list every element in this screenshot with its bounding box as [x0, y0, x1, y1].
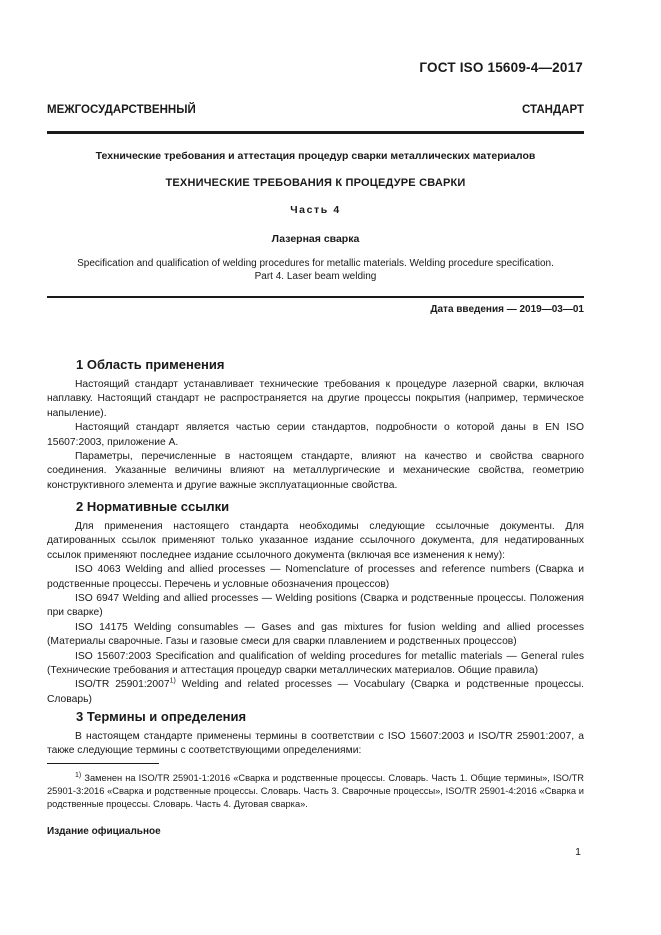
part-title: Часть 4 — [290, 204, 341, 216]
section-2-heading: 2 Нормативные ссылки — [76, 499, 230, 514]
section-3-heading: 3 Термины и определения — [76, 709, 247, 724]
english-title-line1: Specification and qualification of welding procedures for metallic materials. Welding procedure specification. — [77, 258, 554, 269]
paragraph: В настоящем стандарте применены термины в соответствии с ISO 15607:2003 и ISO/TR 25901:2007, а также следующие термины с соответствующими определениями: — [47, 731, 584, 757]
section-2-body — [47, 520, 584, 707]
header-rule — [47, 131, 584, 134]
edition-label: Издание официальное — [47, 826, 161, 837]
general-title: Технические требования и аттестация процедур сварки металлических материалов — [95, 150, 536, 162]
english-title-line2: Part 4. Laser beam welding — [254, 271, 377, 282]
reference-item: ISO 15607:2003 Specification and qualification of welding procedures for metallic materials — General rules (Технические требования и аттестация процедур сварки металлических материалов. Общие правила) — [47, 650, 584, 677]
reference-item: ISO 14175 Welding consumables — Gases and gas mixtures for fusion welding and allied processes (Материалы сварочные. Газы и газовые смеси для сварки плавлением и родственных процессов) — [47, 621, 584, 648]
title-rule — [47, 296, 584, 298]
reference-lead: ISO/TR 25901:2007 — [75, 679, 170, 691]
paragraph: Для применения настоящего стандарта необходимы следующие ссылочные документы. Для датированных ссылок применяют только указанное издание ссылочного документа, для недатированных ссылок применяют последнее издание ссылочного документа (включая все изменения к нему): — [47, 521, 584, 561]
standard-banner: МЕЖГОСУДАРСТВЕННЫЙ СТАНДАРТ — [47, 104, 584, 116]
main-title: ТЕХНИЧЕСКИЕ ТРЕБОВАНИЯ К ПРОЦЕДУРЕ СВАРКИ — [165, 177, 466, 189]
section-1-heading: 1 Область применения — [76, 357, 225, 372]
footnote-text: Заменен на ISO/TR 25901-1:2016 «Сварка и родственные процессы. Словарь. Часть 1. Общие термины», ISO/TR 25901-3:2016 «Сварка и родственные процессы. Словарь. Часть 3. Сварочные процессы», ISO/TR 25901-4:2016 «Сварка и родственные процессы. Словарь. Часть 4. Дуговая сварка». — [47, 773, 584, 809]
section-3-body — [47, 730, 584, 759]
reference-rest: Welding and related processes — Vocabulary (Сварка и родственные процессы. Словарь) — [47, 679, 584, 705]
reference-item: ISO 6947 Welding and allied processes — Welding positions (Сварка и родственные процессы. Положения при сварке) — [47, 593, 584, 619]
footnote — [47, 772, 584, 811]
reference-item: ISO 4063 Welding and allied processes — Nomenclature of processes and reference numbers (Сварка и родственные процессы. Перечень и условные обозначения процессов) — [47, 564, 584, 590]
document-code: ГОСТ ISO 15609-4—2017 — [419, 60, 583, 75]
section-1-body — [47, 378, 584, 493]
paragraph: Настоящий стандарт является частью серии стандартов, подробности о которой даны в EN ISO 15607:2003, приложение А. — [47, 422, 584, 448]
footnote-mark: 1) — [75, 771, 82, 779]
english-title — [47, 257, 584, 283]
reference-item — [47, 678, 584, 707]
intro-date: Дата введения — 2019—03—01 — [430, 304, 584, 315]
sub-title: Лазерная сварка — [271, 233, 360, 245]
page-number: 1 — [575, 846, 581, 858]
paragraph: Настоящий стандарт устанавливает технические требования к процедуре лазерной сварки, включая наплавку. Настоящий стандарт не распространяется на другие процессы покрытия (например, термическое напыление). — [47, 379, 584, 419]
paragraph: Параметры, перечисленные в настоящем стандарте, влияют на качество и свойства сварного соединения. Указанные величины влияют на металлургические и механические свойства, геометрию конструктивного элемента и другие важные эксплуатационные свойства. — [47, 451, 584, 491]
footnote-rule — [47, 763, 159, 764]
footnote-marker: 1) — [169, 678, 176, 686]
